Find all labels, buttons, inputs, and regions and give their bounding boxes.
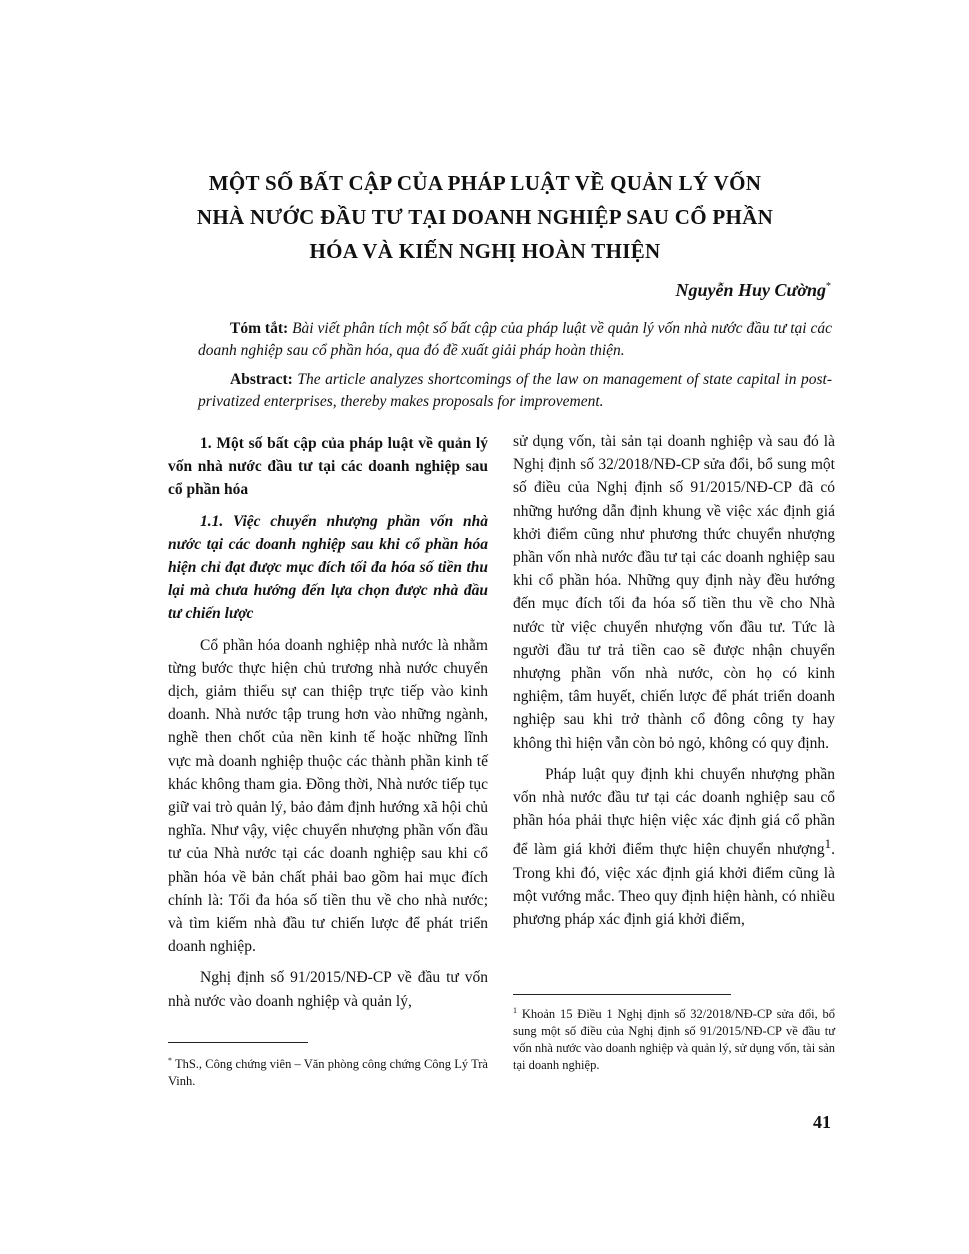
section-heading-1-1: 1.1. Việc chuyển nhượng phần vốn nhà nước tại các doanh nghiệp sau khi cổ phần hóa hiện chỉ đạt được mục đích tối đa hóa số tiền thu lại mà chưa hướng đến lựa chọn được nhà đầu tư chiến lược [168,512,488,623]
footnote-left [168,1052,488,1090]
author-name [676,280,831,301]
right-paragraph-2-end: . Trong khi đó, việc xác định giá khởi điểm cũng là một vướng mắc. Theo quy định hiện hành, có nhiều phương pháp xác định giá khởi điểm, [513,841,835,929]
footnote-ref-1: 1 [824,836,832,852]
title-line-3: HÓA VÀ KIẾN NGHỊ HOÀN THIỆN [309,239,661,263]
footnote-separator-right [513,994,731,995]
title-line-2: NHÀ NƯỚC ĐẦU TƯ TẠI DOANH NGHIỆP SAU CỔ PHẦN [196,205,774,229]
left-paragraph-1: Cổ phần hóa doanh nghiệp nhà nước là nhằm từng bước thực hiện chủ trương nhà nước chuyển dịch, giảm thiểu sự can thiệp trực tiếp vào kinh doanh. Nhà nước tập trung hơn vào những ngành, nghề then chốt của nền kinh tế hoặc những lĩnh vực mà doanh nghiệp thuộc các thành phần kinh tế khác không tham gia. Đồng thời, Nhà nước tiếp tục giữ vai trò quản lý, bảo đảm định hướng xã hội chủ nghĩa. Như vậy, việc chuyển nhượng phần vốn đầu tư của Nhà nước tại các doanh nghiệp sau khi cổ phần hóa về bản chất phải bao gồm hai mục đích chính là: Tối đa hóa số tiền thu về cho nhà nước; và tìm kiếm nhà đầu tư chiến lược để phát triển doanh nghiệp. [168,636,488,956]
section-heading-1: 1. Một số bất cập của pháp luật về quản lý vốn nhà nước đầu tư tại các doanh nghiệp sau cổ phần hóa [168,435,488,499]
right-column [513,430,835,939]
right-paragraph-2-start: Pháp luật quy định khi chuyển nhượng phần vốn nhà nước đầu tư tại các doanh nghiệp sau cổ phần hóa phải thực hiện việc xác định giá cổ phần để làm giá khởi điểm thực hiện chuyển nhượng [513,765,835,859]
summary-vi-label: Tóm tắt: [230,320,289,337]
right-paragraph-2 [513,763,835,932]
footnote-left-text: ThS., Công chứng viên – Văn phòng công chứng Công Lý Trà Vinh. [168,1057,488,1089]
summary-en-label: Abstract: [230,371,293,388]
footnote-right-mark: 1 [513,1006,517,1015]
left-paragraph-2: Nghị định số 91/2015/NĐ-CP về đầu tư vốn nhà nước vào doanh nghiệp và quản lý, [168,969,488,1010]
footnote-left-mark: * [168,1056,172,1065]
summary-english [198,369,832,413]
footnote-right-text: Khoản 15 Điều 1 Nghị định số 32/2018/NĐ-CP sửa đổi, bổ sung một số điều của Nghị định số 91/2015/NĐ-CP về đầu tư vốn nhà nước vào doanh nghiệp và quản lý, sử dụng vốn, tài sản tại doanh nghiệp. [513,1007,836,1073]
title-line-1: MỘT SỐ BẤT CẬP CỦA PHÁP LUẬT VỀ QUẢN LÝ VỐN [208,171,762,195]
author-text: Nguyễn Huy Cường [675,280,826,300]
author-footnote-mark: * [826,281,831,292]
article-title [120,166,850,268]
footnote-separator-left [168,1042,308,1043]
summary-vietnamese [198,318,832,362]
summary-en-text: The article analyzes shortcomings of the law on management of state capital in post-privatized enterprises, thereby makes proposals for improvement. [198,371,832,410]
summary-vi-text: Bài viết phân tích một số bất cập của pháp luật về quản lý vốn nhà nước đầu tư tại các doanh nghiệp sau cổ phần hóa, qua đó đề xuất giải pháp hoàn thiện. [198,320,832,359]
left-column [168,432,488,1021]
page-number: 41 [813,1112,831,1132]
footnote-right [513,1002,835,1074]
right-paragraph-1: sử dụng vốn, tài sản tại doanh nghiệp và sau đó là Nghị định số 32/2018/NĐ-CP sửa đổi, bổ sung một số điều của Nghị định số 91/2015/NĐ-CP đã có những hướng dẫn định khung về việc xác định giá khởi điểm cũng như phương thức chuyển nhượng phần vốn nhà nước đầu tư tại các doanh nghiệp sau khi cổ phần hóa. Những quy định này đều hướng đến mục đích tối đa hóa số tiền thu về cho Nhà nước từ việc chuyển nhượng vốn đầu tư. Tức là người đầu tư trả tiền cao sẽ được nhận chuyển nhượng phần vốn nhà nước, còn họ có kinh nghiệm, tâm huyết, chiến lược để phát triển doanh nghiệp sau khi trở thành cổ đông công ty hay không thì hiện vẫn còn bỏ ngỏ, không có quy định. [513,433,835,752]
